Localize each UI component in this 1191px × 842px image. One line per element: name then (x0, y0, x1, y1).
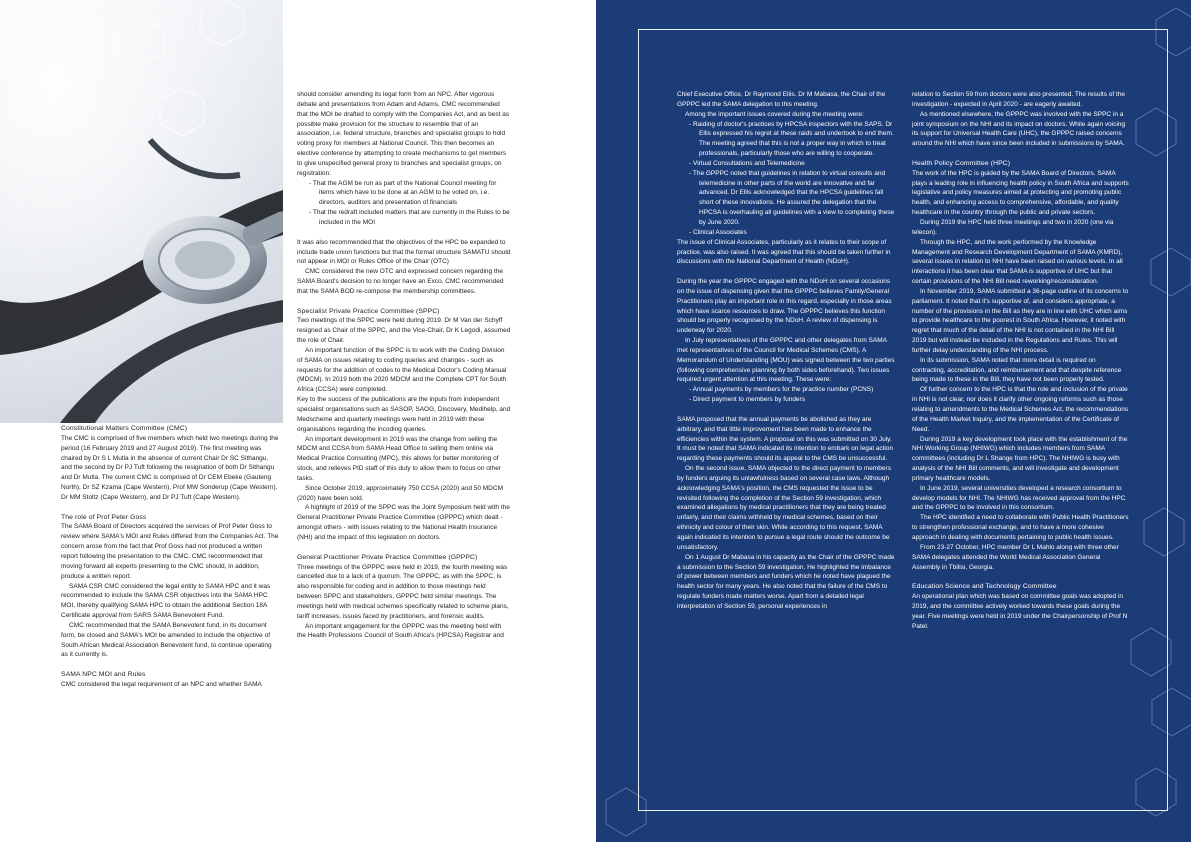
bullet-item: - Clinical Associates (689, 228, 747, 236)
paragraph: It was also recommended that the objectives of the HPC be expanded to include trade union functions but that the formal structure SAMATU should not appear in MOI or Rules Office of the Chair (OTC) (297, 238, 511, 266)
paragraph: relation to Section 59 from doctors were also presented. The results of the investigation - expected in April 2020 - are eagerly awaited. (912, 91, 1126, 108)
bullet-item: - Raiding of doctor's practices by HPCSA inspectors with the SAPS. Dr Ellis expressed his regret at these raids and undertook to end them. The meeting agreed that this is not a proper way in which to treat professionals, particularly those who are willing to cooperate. (689, 120, 894, 158)
paragraph: Of further concern to the HPC is that the role and inclusion of the private in NHI is not clear, nor does it clarify other ongoing reforms such as those relating to amendments to the Medical Schemes Act, the recommendations of the Health Market Inquiry, and the implementation of the Certificate of Need. (912, 386, 1129, 433)
section-heading-cmc: Constitutional Matters Committee (CMC) (61, 425, 188, 432)
paragraph: should consider amending its legal form from an NPC. After vigorous debate and presentations from Adam and Adams, CMC recommended that the MOI be drafted to comply with the Companies Act, and as best as possible make provision for the structure to resemble that of an association, i.e. federal structure, branches and specialist groups to hold voting proxy for members at National Council. This then becomes an elective conference by attempting to create mechanisms to get members to give unspecified general proxy to branches and specialist groups, on registration: (297, 91, 510, 177)
paragraph: An important development in 2019 was the change from selling the MDCM and CCSA from SAMA Head Office to selling them online via Medical Practice Consulting (MPC), this allows for better monitoring of stock, and relieves PID staff of this duty to allow them to focus on other tasks. (297, 435, 502, 482)
paragraph: Since October 2019, approximately 750 CCSA (2020) and 50 MDCM (2020) have been sold. (297, 484, 503, 502)
paragraph: During the year the GPPPC engaged with the NDoH on several occasions on the issue of dispensing given that the GPPPC believes Family/General Practitioners play an important role in this regard, especially in those areas which have scarce resources to draw. The GPPPC believes this function should be properly recognised by the NDoH. A review of dispensing is underway for 2020. (677, 278, 892, 335)
paragraph: An important function of the SPPC is to work with the Coding Division of SAMA on issues relating to coding queries and changes - such as requests for the addition of codes to the Medical Doctor's Coding Manual (MDCM). In 2019 both the 2020 MDCM and the Complete CPT for South Africa (CCSA) were completed. (297, 346, 507, 394)
bullet-item: - Annual payments by members for the practice number (PCNS) (689, 386, 874, 394)
paragraph: On the second issue, SAMA objected to the direct payment to members by funders arguing its unlawfulness based on several case laws. Although acknowledging SAMA's position, the CMS requested the issue to be revisited following the completion of the Section 59 investigation, which examined allegations by medical practitioners that they are being treated unfairly, and their claims withheld by medical schemes, based on their ethnicity and colour of their skin. While according to this request, SAMA again indicated its intention to pursue a legal route should the outcome be unsatisfactory. (677, 465, 891, 551)
paragraph: Key to the success of the publications are the inputs from independent specialist organisations such as SASOP, SAOG, Discovery, Medihelp, and Medscheme and quarterly meetings were held in 2019 with these organisations regarding the incoding queries. (297, 396, 511, 433)
paragraph: An important engagement for the GPPPC was the meeting held with the Health Professions Council of South Africa's (HPCSA) Registrar and (297, 622, 504, 640)
paragraph: On 1 August Dr Mabasa in his capacity as the Chair of the GPPPC made a submission to the Section 59 investigation. He highlighted the imbalance of power between members and funders which he noted have plagued the health sector for many years. He also noted that the failure of the CMS to regulate funders made matters worse. Apart from a detailed legal interpretation of Section 59, personal experiences in (677, 553, 895, 610)
paragraph: As mentioned elsewhere, the GPPPC was involved with the SPPC in a joint symposium on the NHI and its impact on doctors. While again voicing its support for Universal Health Care (UHC), the GPPPC raised concerns around the NHI which have since been included in submissions by SAMA. (912, 110, 1126, 148)
stethoscope-photo (0, 0, 283, 423)
paragraph: During 2019 the HPC held three meetings and two in 2020 (one via telecon). (912, 218, 1114, 236)
paragraph: Two meetings of the SPPC were held during 2019. Dr M Van der Schyff resigned as Chair of the SPPC, and the Vice-Chair, Dr K Legodi, assumed the role of Chair. (297, 317, 511, 345)
panel-frame (638, 29, 1168, 811)
paragraph: An operational plan which was based on committee goals was adopted in 2019, and the committee actively worked towards these goals during the year. Five meetings were held in 2019 under the Chairpersonship of Prof N Patel. (912, 593, 1128, 630)
left-text-column (61, 424, 279, 690)
paragraph: SAMA proposed that the annual payments be abolished as they are arbitrary, and that little improvement has been made to enhance the efficiencies within the system. A proposal on this was submitted on 30 July. It must be noted that SAMA indicated its intention to embark on legal action regarding these payments should its appeal to the CMS be unsuccessful. (677, 415, 894, 463)
paragraph: The CMC is comprised of five members which held two meetings during the period (16 February 2019 and 27 August 2019). The first meeting was chaired by Dr S L Mutla in the absence of current Chair Dr SC Sithangu, and the second by Dr PJ Tuft following the resignation of both Dr Sithangu and Dr Mutla. The current CMC is comprised of Dr CEM Ebeke (Gauteng North), Dr SZ Kzama (Cape Western), Prof MW Sonderup (Cape Western), Dr MM Stoltz (Cape Western), and Dr PJ Tuft (Cape Western). (61, 434, 279, 501)
bullet-item: - That the AGM be run as part of the National Council meeting for items which have to be done at an AGM to be voted on, i.e. directors, auditors and presentation of financials (309, 179, 497, 207)
paragraph: In its submission, SAMA noted that more detail is required on contracting, accreditation, and reimbursement and that despite reference being made to these in the Bill, they have not been properly tested. (912, 356, 1122, 384)
paragraph: CMC recommended that the SAMA Benevolent fund, in its document form, be closed and SAMA's MOI be amended to include the objective of South African Medical Association Benevolent fund, to continue operating as it currently is. (61, 621, 272, 659)
bullet-item: - Virtual Consultations and Telemedicine (689, 159, 805, 167)
paragraph: In June 2019, several universities developed a research consortium to develop models for NHI. The NHIWG has received approval from the HPC and the GPPPC to be involved in this consortium. (912, 484, 1126, 512)
paragraph: In November 2019, SAMA submitted a 36-page outline of its concerns to parliament. It noted that it's supportive of, and considers appropriate, a number of the provisions in the Bill as they are in line with UHC which aims to provide healthcare to the poorest in South Africa. However, it noted with regret that much of the detail of the NHI is not contained in the NHI Bill 2019 but will instead be included in the Regulations and Rules. This will further delay understanding of the NHI process. (912, 287, 1129, 354)
paragraph: Three meetings of the GPPPC were held in 2019, the fourth meeting was cancelled due to a lack of a quorum. The GPPPC, as with the SPPC, is also responsible for coding and in addition to those meetings held between SPPC and stakeholders, GPPPC held similar meetings. The meetings held with medical schemes specifically related to scheme plans, tariff increases, issues faced by practitioners, and forensic audits. (297, 563, 509, 620)
paragraph: During 2019 a key development took place with the establishment of the NHI Working Group (NHIWG) which includes members from SAMA committees (including Dr L Shange from HPC). The NHIWG is busy with analysis of the NHI Bill comments, and will investigate and development primary healthcare models. (912, 435, 1128, 482)
paragraph: The SAMA Board of Directors acquired the services of Prof Peter Goss to review where SAMA's MOI and Rules differed from the Companies Act. The concern arose from the fact that Prof Goss had not produced a written report following the presentation to the CMC. CMC recommended that moving forward all experts presenting to the CMC should, in addition, produce a written report. (61, 523, 279, 580)
section-heading-hpc: Health Policy Committee (HPC) (912, 159, 1011, 167)
bullet-item: - Direct payment to members by funders (689, 396, 805, 404)
paragraph: Through the HPC, and the work performed by the Knowledge Management and Research Development Department of SAMA (KMRD), several issues in relation to NHI have been raised on various levels. In all interactions it has been clear that SAMA is supportive of UHC but that certain provisions of the NHI Bill need reworking/reconsideration. (912, 238, 1123, 286)
section-heading-sppc: Specialist Private Practice Committee (SPPC) (297, 307, 440, 315)
paragraph: Chief Executive Office, Dr Raymond Ellis. Dr M Mabasa, the Chair of the GPPPC led the SAMA delegation to this meeting. (677, 91, 886, 108)
section-heading-moi: SAMA NPC MOI and Rules (61, 671, 146, 679)
stethoscope-illustration (0, 0, 283, 423)
section-heading-est: Education Science and Technology Committee (912, 583, 1057, 591)
paragraph: CMC considered the legal requirement of an NPC and whether SAMA (61, 680, 262, 688)
paragraph: SAMA CSR CMC considered the legal entity to SAMA HPC and it was recommended to include the SAMA CSR objectives into the SAMA HPC MOI, thereby qualifying SAMA HPC to obtain the additional Section 18A Certificate approval from SARS SAMA Benevolent Fund. (61, 582, 271, 620)
paragraph: In July representatives of the GPPPC and other delegates from SAMA met representatives of the Council for Medical Schemes (CMS). A Memorandum of Understanding (MOU) was signed between the two parties (following comprehensive planning by both sides beforehand). Two issues required urgent attention at this meeting. These were: (677, 337, 895, 384)
bullet-item: - The GPPPC noted that guidelines in relation to virtual consults and telemedicine in other parts of the world are innovative and far advanced. Dr Ellis acknowledged that the HPCSA guidelines fall short of these innovations. He assured the delegation that the HPCSA is overhauling all guidelines with a view to completing these by June 2020. (689, 169, 895, 226)
paragraph: A highlight of 2019 of the SPPC was the Joint Symposium held with the General Practitioner Private Practice Committee (GPPPC) which dealt - amongst others - with issues relating to the National Health Insurance (NHI) and the impact of this legislation on doctors. (297, 504, 510, 541)
middle-text-column (297, 90, 511, 641)
paragraph: From 23-27 October, HPC member Dr L Mahlo along with three other SAMA delegates attended the World Medical Association General Assembly in Tbilisi, Georgia. (912, 543, 1119, 571)
paragraph: CMC considered the new OTC and expressed concern regarding the SAMA Board's decision to no longer have an Exco. CMC recommended that the SAMA BOD re-compose the membership committees. (297, 268, 504, 295)
paragraph: The issue of Clinical Associates, particularly as it relates to their scope of practice, was also raised. It was agreed that this should be taken further in discussions with the National Department of Health (NDoH). (677, 238, 891, 266)
section-heading-gpppc: General Practitioner Private Practice Committee (GPPPC) (297, 553, 478, 561)
paragraph: The HPC identified a need to collaborate with Public Health Practitioners to strengthen professional exchange, and to have a more cohesive approach in dealing with documents pertaining to public health issues. (912, 514, 1129, 541)
paragraph: The work of the HPC is guided by the SAMA Board of Directors. SAMA plays a leading role in influencing health policy in South Africa and supports legislative and policy measures aimed at protecting and promoting public health, and enhancing access to comprehensive, affordable, and quality healthcare in the country through the public and private sectors. (912, 169, 1129, 217)
section-heading-goss: The role of Prof Peter Goss (61, 513, 147, 521)
paragraph: Among the important issues covered during the meeting were: (685, 110, 864, 118)
bullet-item: - That the redraft included matters that are currently in the Rules to be included in the MOI (309, 209, 510, 226)
